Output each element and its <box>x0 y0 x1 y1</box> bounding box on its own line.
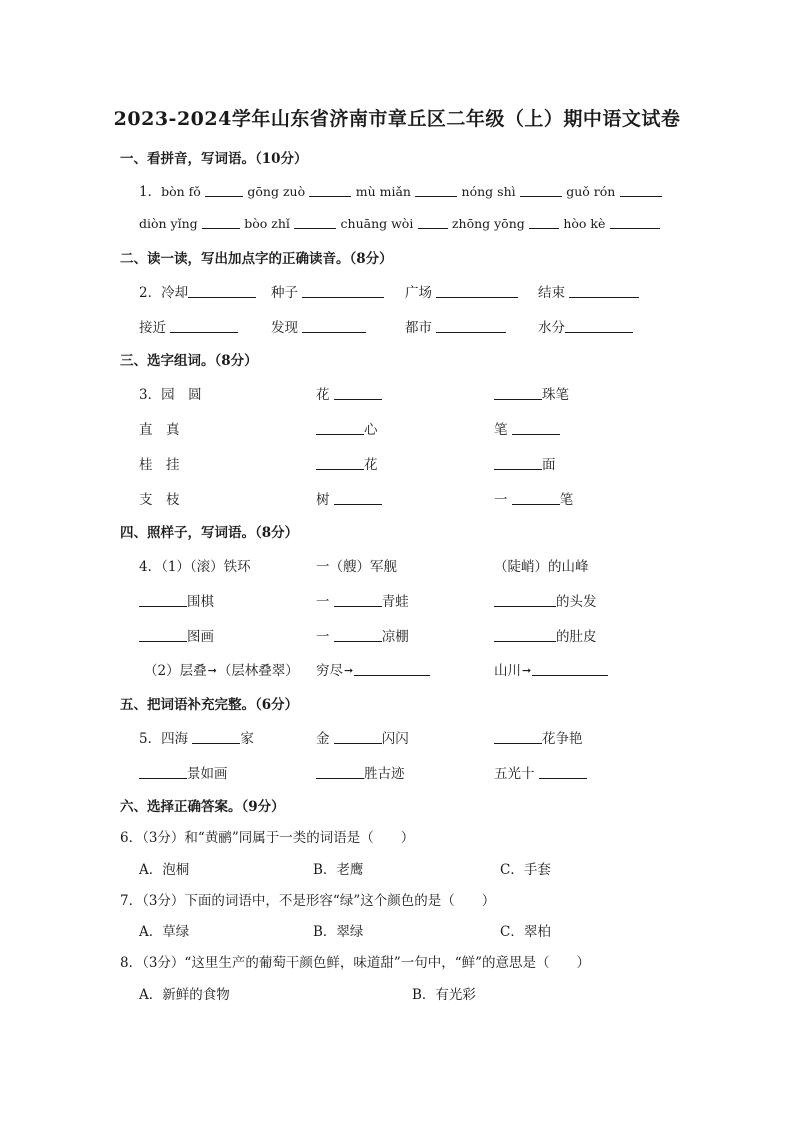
answer-blank[interactable] <box>436 284 518 298</box>
pinyin-row-1 <box>139 180 662 200</box>
answer-blank[interactable] <box>188 284 256 298</box>
imitate-item: 山川➞ <box>494 659 608 679</box>
answer-blank[interactable] <box>316 765 364 779</box>
idiom-item: 景如画 <box>139 762 228 782</box>
option-a[interactable]: A．新鲜的食物 <box>139 987 230 1003</box>
answer-blank[interactable] <box>334 491 382 505</box>
option-b[interactable]: B．翠绿 <box>313 924 364 940</box>
pinyin-prompt: bòo zhǐ <box>244 216 290 231</box>
answer-blank[interactable] <box>334 386 382 400</box>
answer-blank[interactable] <box>494 456 542 470</box>
answer-blank[interactable] <box>202 215 240 229</box>
answer-blank[interactable] <box>512 491 560 505</box>
pinyin-row-2 <box>139 215 660 232</box>
section-5-heading: 五、把词语补充完整。（6分） <box>120 697 299 713</box>
question-6-stem: 6．（3分）和“黄鹂”同属于一类的词语是（ ） <box>120 830 415 846</box>
page-title: 2023-2024学年山东省济南市章丘区二年级（上）期中语文试卷 <box>113 108 681 130</box>
example-item: 一（艘）军舰 <box>316 559 397 575</box>
char-pair: 直 真 <box>139 422 180 438</box>
answer-blank[interactable] <box>415 183 457 197</box>
answer-blank[interactable] <box>494 730 542 744</box>
option-b[interactable]: B．老鹰 <box>313 862 364 878</box>
pinyin-prompt: zhōng yōng <box>451 216 525 231</box>
char-pair: 3．园 圆 <box>139 387 202 403</box>
imitate-item: 的肚皮 <box>494 625 597 645</box>
section-1-heading: 一、看拼音，写词语。（10分） <box>120 151 308 167</box>
section-4-heading: 四、照样子，写词语。（8分） <box>120 525 299 541</box>
answer-blank[interactable] <box>334 628 382 642</box>
answer-blank[interactable] <box>139 765 187 779</box>
answer-blank[interactable] <box>494 628 556 642</box>
idiom-item: 花争艳 <box>494 727 583 747</box>
option-c[interactable]: C．翠柏 <box>500 924 551 940</box>
reading-word: 发现 <box>271 316 366 336</box>
question-8-stem: 8．（3分）“这里生产的葡萄干颜色鲜，味道甜”一句中，“鲜”的意思是（ ） <box>120 955 591 971</box>
imitate-item: 一 凉棚 <box>316 629 409 645</box>
char-pair: 支 枝 <box>139 492 180 508</box>
example-item: （陡峭）的山峰 <box>494 559 589 575</box>
answer-blank[interactable] <box>539 765 587 779</box>
reading-word: 广场 <box>405 281 518 301</box>
compose-item: 树 <box>316 488 382 508</box>
reading-word: 都市 <box>405 316 506 336</box>
idiom-item: 胜古迹 <box>316 762 405 782</box>
compose-item: 心 <box>316 418 378 438</box>
answer-blank[interactable] <box>316 456 364 470</box>
answer-blank[interactable] <box>436 319 506 333</box>
pinyin-prompt: gōng zuò <box>247 184 306 199</box>
imitate-item: 图画 <box>139 625 214 645</box>
answer-blank[interactable] <box>192 730 240 744</box>
reading-word: 结束 <box>538 281 639 301</box>
pinyin-prompt: guǒ rón <box>566 184 616 199</box>
imitate-item: 一 青蛙 <box>316 594 409 610</box>
answer-blank[interactable] <box>418 215 448 229</box>
char-pair: 桂 挂 <box>139 457 180 473</box>
imitate-item: 穷尽➞ <box>316 659 430 679</box>
reading-word: 水分 <box>538 316 633 336</box>
answer-blank[interactable] <box>532 662 608 676</box>
compose-item: 珠笔 <box>494 383 569 403</box>
arrow-right-icon: ➞ <box>344 664 354 677</box>
pinyin-prompt: nóng shì <box>461 184 516 199</box>
imitate-item: （2）层叠➞（层林叠翠） <box>144 663 299 679</box>
section-6-heading: 六、选择正确答案。（9分） <box>120 799 285 815</box>
answer-blank[interactable] <box>620 183 662 197</box>
answer-blank[interactable] <box>139 593 187 607</box>
answer-blank[interactable] <box>334 593 382 607</box>
answer-blank[interactable] <box>569 284 639 298</box>
section-2-heading: 二、读一读，写出加点字的正确读音。（8分） <box>120 251 393 267</box>
reading-word: 种子 <box>271 281 384 301</box>
answer-blank[interactable] <box>565 319 633 333</box>
answer-blank[interactable] <box>302 284 384 298</box>
answer-blank[interactable] <box>294 215 336 229</box>
option-a[interactable]: A．泡桐 <box>139 862 190 878</box>
answer-blank[interactable] <box>512 421 560 435</box>
arrow-right-icon: ➞ <box>522 664 532 677</box>
option-a[interactable]: A．草绿 <box>139 924 190 940</box>
answer-blank[interactable] <box>139 628 187 642</box>
question-number: 5． <box>139 731 162 747</box>
question-7-stem: 7．（3分）下面的词语中，不是形容“绿”这个颜色的是（ ） <box>120 893 496 909</box>
question-number: 3． <box>139 387 162 403</box>
example-item: 4．（1）（滚）铁环 <box>139 559 251 575</box>
question-number: 2． <box>139 285 162 301</box>
answer-blank[interactable] <box>302 319 366 333</box>
pinyin-prompt: bòn fǒ <box>161 184 201 199</box>
answer-blank[interactable] <box>354 662 430 676</box>
answer-blank[interactable] <box>529 215 559 229</box>
compose-item: 花 <box>316 383 382 403</box>
arrow-right-icon: ➞ <box>207 664 217 677</box>
idiom-item: 五光十 <box>494 762 587 782</box>
answer-blank[interactable] <box>334 730 382 744</box>
imitate-item: 围棋 <box>139 590 214 610</box>
imitate-item: 的头发 <box>494 590 597 610</box>
answer-blank[interactable] <box>520 183 562 197</box>
answer-blank[interactable] <box>316 421 364 435</box>
answer-blank[interactable] <box>494 386 542 400</box>
pinyin-prompt: chuāng wòi <box>340 216 414 231</box>
answer-blank[interactable] <box>205 183 243 197</box>
option-c[interactable]: C．手套 <box>500 862 551 878</box>
answer-blank[interactable] <box>610 215 660 229</box>
pinyin-prompt: diòn yǐng <box>139 216 198 231</box>
question-number: 1． <box>139 184 162 200</box>
idiom-item: 5．四海 家 <box>139 731 254 747</box>
pinyin-prompt: mù miǎn <box>355 184 411 199</box>
compose-item: 花 <box>316 453 378 473</box>
question-number: 4． <box>139 559 162 575</box>
reading-word: 2．冷却 <box>139 281 256 301</box>
answer-blank[interactable] <box>494 593 556 607</box>
answer-blank[interactable] <box>170 319 238 333</box>
answer-blank[interactable] <box>309 183 351 197</box>
reading-word: 接近 <box>139 316 238 336</box>
option-b[interactable]: B．有光彩 <box>412 987 476 1003</box>
section-3-heading: 三、选字组词。（8分） <box>120 353 258 369</box>
idiom-item: 金 闪闪 <box>316 731 409 747</box>
pinyin-prompt: hòo kè <box>563 216 606 231</box>
compose-item: 面 <box>494 453 556 473</box>
compose-item: 一 笔 <box>494 492 574 508</box>
compose-item: 笔 <box>494 418 560 438</box>
